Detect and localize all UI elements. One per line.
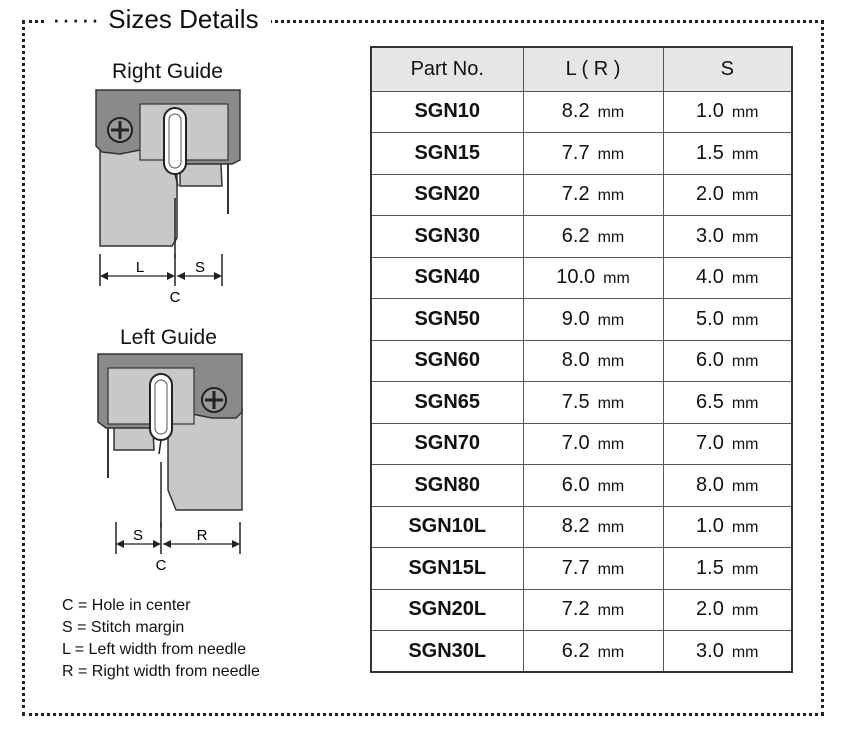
table-row	[371, 299, 792, 341]
part-no-cell: SGN10L	[371, 506, 523, 548]
s-cell	[663, 423, 792, 465]
left-guide-label-r: R	[196, 527, 208, 544]
unit: mm	[731, 104, 759, 122]
value: 7.0	[561, 432, 590, 455]
unit: mm	[731, 145, 759, 163]
unit: mm	[597, 394, 625, 412]
unit: mm	[731, 477, 759, 495]
value: 1.5	[696, 556, 724, 579]
unit: mm	[597, 311, 625, 329]
table-row	[371, 91, 792, 133]
s-cell	[663, 340, 792, 382]
table-row	[371, 465, 792, 507]
value: 5.0	[696, 307, 724, 330]
table-row	[371, 423, 792, 465]
right-guide-label-c: C	[169, 289, 181, 306]
value: 8.2	[561, 100, 590, 123]
unit: mm	[597, 145, 625, 163]
value: 9.0	[561, 307, 590, 330]
unit: mm	[597, 436, 625, 454]
value: 1.0	[696, 515, 724, 538]
section-title-text: Sizes Details	[108, 4, 259, 34]
value: 2.0	[696, 183, 724, 206]
legend-item: R = Right width from needle	[62, 663, 260, 680]
part-no-cell: SGN30L	[371, 631, 523, 673]
value: 7.2	[561, 598, 590, 621]
value: 3.0	[696, 639, 724, 662]
right-guide-label-s: S	[194, 259, 206, 276]
value: 1.0	[696, 100, 724, 123]
value: 6.0	[561, 473, 590, 496]
unit: mm	[731, 519, 759, 537]
table-row	[371, 257, 792, 299]
header-l-r: L ( R )	[523, 47, 663, 91]
value: 7.7	[561, 141, 590, 164]
table-row	[371, 589, 792, 631]
s-cell	[663, 506, 792, 548]
s-cell	[663, 216, 792, 258]
l-r-cell	[523, 216, 663, 258]
s-cell	[663, 548, 792, 590]
s-cell	[663, 257, 792, 299]
s-cell	[663, 589, 792, 631]
unit: mm	[597, 104, 625, 122]
table-row	[371, 340, 792, 382]
right-guide-title: Right Guide	[112, 60, 223, 83]
unit: mm	[731, 394, 759, 412]
l-r-cell	[523, 174, 663, 216]
unit: mm	[597, 560, 625, 578]
right-guide-label-l: L	[135, 259, 145, 276]
s-cell	[663, 174, 792, 216]
table-header-row	[371, 47, 792, 91]
part-no-cell: SGN30	[371, 216, 523, 258]
part-no-cell: SGN15	[371, 133, 523, 175]
value: 7.7	[561, 556, 590, 579]
table-row	[371, 548, 792, 590]
part-no-cell: SGN20L	[371, 589, 523, 631]
sizes-table	[370, 46, 793, 673]
table-row	[371, 382, 792, 424]
unit: mm	[731, 187, 759, 205]
l-r-cell	[523, 506, 663, 548]
value: 7.2	[561, 183, 590, 206]
s-cell	[663, 465, 792, 507]
l-r-cell	[523, 257, 663, 299]
value: 7.0	[696, 432, 724, 455]
s-cell	[663, 133, 792, 175]
l-r-cell	[523, 382, 663, 424]
legend	[62, 595, 260, 683]
s-cell	[663, 91, 792, 133]
unit: mm	[597, 643, 625, 661]
unit: mm	[731, 560, 759, 578]
left-guide-title: Left Guide	[120, 326, 217, 349]
part-no-cell: SGN15L	[371, 548, 523, 590]
unit: mm	[597, 228, 625, 246]
l-r-cell	[523, 589, 663, 631]
unit: mm	[731, 270, 759, 288]
part-no-cell: SGN10	[371, 91, 523, 133]
unit: mm	[731, 643, 759, 661]
unit: mm	[731, 228, 759, 246]
l-r-cell	[523, 631, 663, 673]
unit: mm	[731, 311, 759, 329]
value: 8.0	[696, 473, 724, 496]
s-cell	[663, 382, 792, 424]
title-dotted-lead: ·····	[52, 4, 101, 34]
l-r-cell	[523, 91, 663, 133]
left-guide-diagram	[92, 350, 252, 575]
l-r-cell	[523, 423, 663, 465]
value: 1.5	[696, 141, 724, 164]
unit: mm	[603, 270, 630, 288]
legend-item: C = Hole in center	[62, 597, 191, 614]
l-r-cell	[523, 548, 663, 590]
unit: mm	[731, 436, 759, 454]
unit: mm	[731, 602, 759, 620]
value: 7.5	[561, 390, 590, 413]
value: 4.0	[696, 266, 724, 289]
l-r-cell	[523, 133, 663, 175]
l-r-cell	[523, 340, 663, 382]
value: 3.0	[696, 224, 724, 247]
right-guide-diagram	[92, 86, 252, 306]
value: 10.0	[556, 266, 596, 289]
part-no-cell: SGN20	[371, 174, 523, 216]
unit: mm	[597, 602, 625, 620]
legend-item: S = Stitch margin	[62, 619, 185, 636]
table-row	[371, 506, 792, 548]
part-no-cell: SGN80	[371, 465, 523, 507]
part-no-cell: SGN60	[371, 340, 523, 382]
left-guide-label-s: S	[132, 527, 144, 544]
value: 8.2	[561, 515, 590, 538]
value: 6.0	[696, 349, 724, 372]
part-no-cell: SGN65	[371, 382, 523, 424]
part-no-cell: SGN70	[371, 423, 523, 465]
table-row	[371, 631, 792, 673]
unit: mm	[597, 353, 625, 371]
section-title	[44, 2, 271, 36]
legend-item: L = Left width from needle	[62, 641, 246, 658]
s-cell	[663, 299, 792, 341]
value: 6.2	[561, 224, 590, 247]
part-no-cell: SGN40	[371, 257, 523, 299]
header-part-no: Part No.	[371, 47, 523, 91]
s-cell	[663, 631, 792, 673]
value: 2.0	[696, 598, 724, 621]
unit: mm	[597, 519, 625, 537]
value: 6.2	[561, 639, 590, 662]
table-row	[371, 216, 792, 258]
part-no-cell: SGN50	[371, 299, 523, 341]
table-row	[371, 133, 792, 175]
l-r-cell	[523, 299, 663, 341]
value: 8.0	[561, 349, 590, 372]
unit: mm	[597, 477, 625, 495]
left-guide-label-c: C	[155, 557, 167, 574]
value: 6.5	[696, 390, 724, 413]
unit: mm	[597, 187, 625, 205]
table-row	[371, 174, 792, 216]
l-r-cell	[523, 465, 663, 507]
header-s: S	[663, 47, 792, 91]
unit: mm	[731, 353, 759, 371]
